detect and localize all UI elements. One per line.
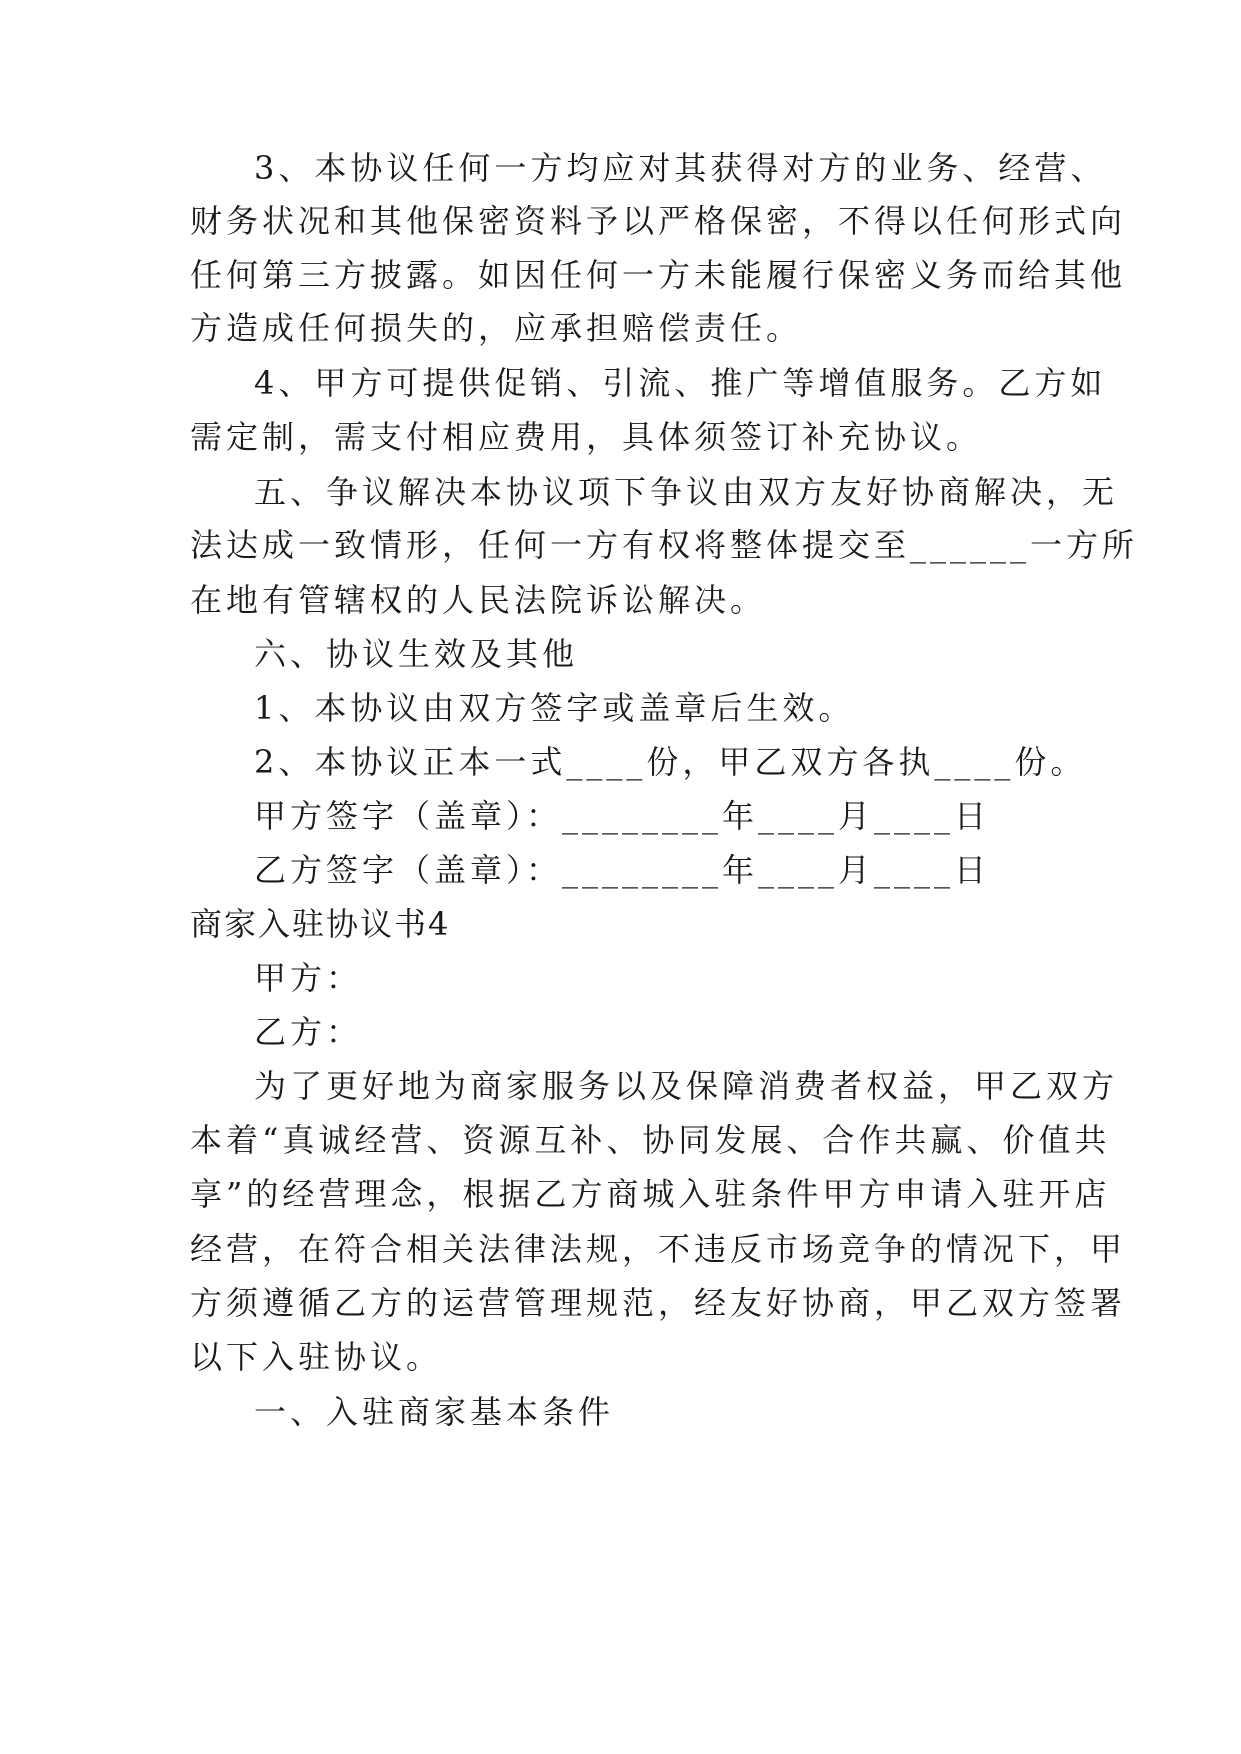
party-a-signature-line: 甲方签字（盖章）：________年____月____日 [254, 797, 991, 835]
clause-3-line-2: 财务状况和其他保密资料予以严格保密，不得以任何形式向 [190, 202, 1127, 240]
clause-3-line-3: 任何第三方披露。如因任何一方未能履行保密义务而给其他 [190, 256, 1127, 294]
preamble-line-3: 享”的经营理念，根据乙方商城入驻条件甲方申请入驻开店 [190, 1175, 1111, 1213]
preamble-line-5: 方须遵循乙方的运营管理规范，经友好协商，甲乙双方签署 [190, 1284, 1127, 1322]
preamble-line-1: 为了更好地为商家服务以及保障消费者权益，甲乙双方 [254, 1067, 1119, 1105]
section-6-clause-1: 1、本协议由双方签字或盖章后生效。 [254, 689, 855, 727]
party-b-label: 乙方： [254, 1013, 363, 1051]
section-5-line-1: 五、争议解决本协议项下争议由双方友好协商解决，无 [254, 473, 1119, 511]
preamble-line-4: 经营，在符合相关法律法规，不违反市场竞争的情况下，甲 [190, 1230, 1127, 1268]
agreement-4-title: 商家入驻协议书4 [190, 905, 451, 943]
section-6-heading: 六、协议生效及其他 [254, 635, 579, 673]
party-a-label: 甲方： [254, 959, 363, 997]
preamble-line-2: 本着“真诚经营、资源互补、协同发展、合作共赢、价值共 [190, 1121, 1111, 1159]
section-5-line-2: 法达成一致情形，任何一方有权将整体提交至______一方所 [190, 526, 1139, 564]
clause-3-line-1: 3、本协议任何一方均应对其获得对方的业务、经营、 [254, 149, 1107, 187]
party-b-signature-line: 乙方签字（盖章）：________年____月____日 [254, 851, 991, 889]
clause-4-line-2: 需定制，需支付相应费用，具体须签订补充协议。 [190, 418, 983, 456]
preamble-line-6: 以下入驻协议。 [190, 1338, 443, 1376]
clause-3-line-4: 方造成任何损失的，应承担赔偿责任。 [190, 309, 803, 347]
section-1-heading: 一、入驻商家基本条件 [254, 1393, 615, 1431]
section-6-clause-2: 2、本协议正本一式____份，甲乙双方各执____份。 [254, 743, 1087, 781]
clause-4-line-1: 4、甲方可提供促销、引流、推广等增值服务。乙方如 [254, 364, 1107, 402]
section-5-line-3: 在地有管辖权的人民法院诉讼解决。 [190, 581, 767, 619]
